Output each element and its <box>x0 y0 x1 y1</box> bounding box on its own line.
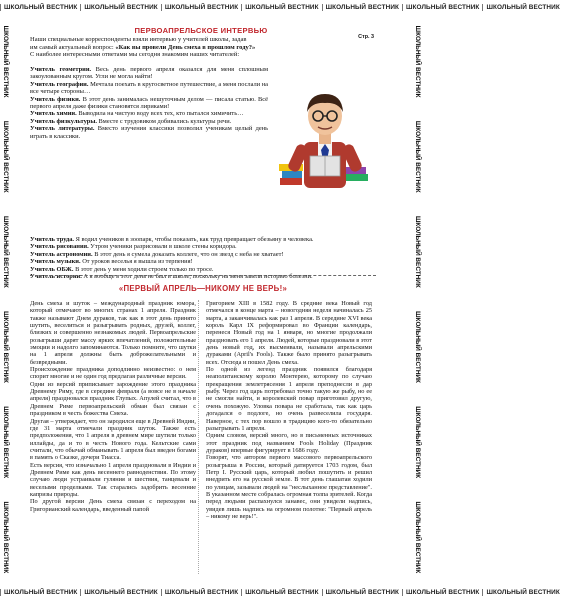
masthead-left <box>0 14 12 585</box>
interview-answer <box>30 236 376 243</box>
answer-text: В этот день занималась нешуточным делом — писала статью. Всё первого апреля даже физики становятся лириками! <box>30 95 268 111</box>
article-paragraph: Григорием XIII в 1582 году. В средние века Новый год отмечался в конце марта – новогодняя неделя начиналась 25 марта, а заканчивалась как раз 1 апреля. В середине XVI века король Карл IX реформировал во Франции календарь, перенеся Новый год на 1 января, но многие продолжали праздновать его 1 апреля. Людей, которые праздновали в этот день новый год, их высмеивали, называли апрельскими дураками (April's Fools). Также было принято разыгрывать всех. Отсюда и пошел День смеха. <box>206 300 372 366</box>
article-column-right <box>206 300 372 520</box>
interview-answer <box>30 96 268 111</box>
article-paragraph: По другой версии День смеха связан с переходом на Григорианский календарь, введенный папой <box>30 498 196 513</box>
answer-text: Вместо изучения классики позволил ученикам целый день играть в классики. <box>30 125 268 140</box>
masthead-label: ШКОЛЬНЫЙ ВЕСТНИК <box>2 311 10 383</box>
masthead-label: ШКОЛЬНЫЙ ВЕСТНИК <box>414 25 422 98</box>
masthead-label: ШКОЛЬНЫЙ ВЕСТНИК <box>161 589 241 596</box>
answer-speaker: Учитель географии. <box>30 80 89 88</box>
answer-speaker: Учитель истории. <box>30 273 82 281</box>
answer-speaker: Учитель ОБЖ. <box>30 265 74 273</box>
answer-text: В этот день я сумела доказать коллеге, что он звезд с неба не хватает! <box>92 250 284 258</box>
masthead-label: ШКОЛЬНЫЙ ВЕСТНИК <box>482 4 562 11</box>
masthead-label: ШКОЛЬНЫЙ ВЕСТНИК <box>2 501 10 574</box>
answer-text: А я вообще в этот день не был в школе, поскольку на меня завели историю болезни. <box>81 273 313 281</box>
answer-text: Утром ученики разрисовали в школе стены коридора. <box>88 243 237 251</box>
masthead-label: ШКОЛЬНЫЙ ВЕСТНИК <box>482 589 562 596</box>
masthead-label: ШКОЛЬНЫЙ ВЕСТНИК <box>414 215 422 288</box>
masthead-label: ШКОЛЬНЫЙ ВЕСТНИК <box>402 4 482 11</box>
masthead-label: ШКОЛЬНЫЙ ВЕСТНИК <box>414 311 422 383</box>
masthead-label: ШКОЛЬНЫЙ ВЕСТНИК <box>402 589 482 596</box>
answer-speaker: Учитель рисования. <box>30 243 89 251</box>
masthead-label: ШКОЛЬНЫЙ ВЕСТНИК <box>161 4 241 11</box>
article-paragraph: Происхождение праздника доподлинно неизвестно: о нем спорит многие и не один год предлагая различные версии. <box>30 366 196 381</box>
column-divider <box>198 300 199 574</box>
masthead-label: ШКОЛЬНЫЙ ВЕСТНИК <box>322 589 402 596</box>
masthead-label: ШКОЛЬНЫЙ ВЕСТНИК <box>2 406 10 479</box>
interview-header <box>30 26 372 59</box>
interview-answers-full <box>30 236 376 280</box>
article-paragraph: Одним словом, версий много, но в письменных источниках этот праздник под названием Fools Holiday (Праздник дураков) впервые фигурирует в 1686 году. <box>206 432 372 454</box>
masthead-right <box>412 14 424 585</box>
intro-line-2: им самый актуальный вопрос: «Как вы провели День смеха в прошлом году?» <box>30 43 256 51</box>
interview-answer <box>30 251 376 258</box>
interview-answer <box>30 81 268 96</box>
masthead-top <box>0 0 560 14</box>
masthead-bottom <box>0 585 560 599</box>
answer-text: Выводила на чистую воду всех тех, кто пытался химичить… <box>76 110 244 118</box>
answer-speaker: Учитель астрономии. <box>30 250 93 258</box>
interview-answer <box>30 266 376 273</box>
interview-answer <box>30 125 268 140</box>
section-separator <box>30 275 376 276</box>
answer-text: В этот день у меня ходили строем только по тросе. <box>73 265 214 273</box>
answer-text: Мечтала поехать в кругосветное путешествие, а меня послали на все четыре стороны… <box>30 80 268 96</box>
answer-text: Весь день первого апреля оказался для меня сплошным закоулованным кругом. Угли не могла найти! <box>30 66 268 81</box>
answer-text: От уроков веселья я вышла из терпения! <box>80 258 193 266</box>
answer-text: Вместе с трудовиком добивались культуры речи. <box>96 117 232 125</box>
masthead-label: ШКОЛЬНЫЙ ВЕСТНИК <box>80 4 160 11</box>
masthead-label: ШКОЛЬНЫЙ ВЕСТНИК <box>2 25 10 98</box>
interview-answer <box>30 110 268 117</box>
interview-answers <box>30 66 268 140</box>
masthead-label: ШКОЛЬНЫЙ ВЕСТНИК <box>0 4 80 11</box>
interview-answer <box>30 118 268 125</box>
interview-title: ПЕРВОАПРЕЛЬСКОЕ ИНТЕРВЬЮ <box>134 26 268 35</box>
masthead-label: ШКОЛЬНЫЙ ВЕСТНИК <box>241 589 321 596</box>
answer-speaker: Учитель музыки. <box>30 258 81 266</box>
page-number: Стр. 3 <box>358 34 374 40</box>
masthead-label: ШКОЛЬНЫЙ ВЕСТНИК <box>322 4 402 11</box>
article-paragraph: Другая – утверждает, что он зародился еще в Древней Индии, где 31 марта отмечали праздник шуток. Также есть предположения, что 1 апреля в древнем мире шутили только иллайды, да и то в честь Нового года. Кельтские сами считали, что обычай обманывать 1 апреля был введен богами в память о Сказке, дочери Тиасса. <box>30 417 196 462</box>
interview-answer <box>30 243 376 250</box>
answer-speaker: Учитель химии. <box>30 110 77 118</box>
answer-speaker: Учитель труда. <box>30 236 75 243</box>
article-paragraph: День смеха и шуток – международный праздник юмора, который отмечают во многих странах 1 апреля. Праздник также называют Днем дураков, так как в этот день принято шутить, веселиться и разыгрывать родных, друзей, коллег, близких и совершенно незнакомых людей. Первоапрельские розыгрыши дарят массу ярких впечатлений, положительные эмоции и надолго запоминаются. Только помните, что шутки на 1 апреля должны быть доброжелательными и безвредными. <box>30 300 196 366</box>
interview-answer <box>30 258 376 265</box>
answer-speaker: Учитель физики. <box>30 95 81 103</box>
masthead-label: ШКОЛЬНЫЙ ВЕСТНИК <box>2 215 10 288</box>
masthead-label: ШКОЛЬНЫЙ ВЕСТНИК <box>80 589 160 596</box>
teacher-illustration <box>274 78 374 208</box>
answer-speaker: Учитель физкультуры. <box>30 117 97 125</box>
masthead-label: ШКОЛЬНЫЙ ВЕСТНИК <box>414 501 422 574</box>
intro-line-3: С наиболее интересными ответами мы сегодня знакомим наших читателей: <box>30 51 240 59</box>
article-paragraph: Одни из версий приписывает зарождение этого праздника Древнему Риму, где в середине февраля (а вовсе не в начале апреля) праздновался праздник Глупых. Апулей считал, что в Древнем Риме первоапрельский обман был связан с праздником в честь божества Смеха. <box>30 380 196 418</box>
masthead-label: ШКОЛЬНЫЙ ВЕСТНИК <box>2 120 10 193</box>
interview-answer <box>30 66 268 81</box>
article-paragraph: По одной из легенд праздник появился благодаря неаполитанскому королю Монтерею, которому по случаю прекращения землетрясения 1 апреля преподнесли в дар рыбу. Через год царь потребовал точно такую же рыбу, но ее не смогли найти, и королевский повар приготовил другую, очень похожую. Уловка повара не сработала, так как царь догадался о подлоге, но очень развеселила государя. Наверное, с тех пор вошло в традицию кого-то обязательно разыгрывать 1 апреля. <box>206 366 372 432</box>
answer-speaker: Учитель литературы. <box>30 125 95 133</box>
masthead-label: ШКОЛЬНЫЙ ВЕСТНИК <box>0 589 80 596</box>
answer-text: Я водил учеников в зоопарк, чтобы показать, как труд превращает обезьяну в человека. <box>74 236 314 243</box>
masthead-label: ШКОЛЬНЫЙ ВЕСТНИК <box>414 120 422 193</box>
intro-line-1: Наши специальные корреспонденты взяли интервью у учителей школы, задав <box>30 36 247 43</box>
article-title: «ПЕРВЫЙ АПРЕЛЬ—НИКОМУ НЕ ВЕРЬ!» <box>118 284 288 293</box>
article-column-left <box>30 300 196 513</box>
masthead-label: ШКОЛЬНЫЙ ВЕСТНИК <box>241 4 321 11</box>
article-paragraph: Говорят, что автором первого массового первоапрельского розыгрыша в России, который датируется 1703 годом, был Петр I. Русский царь, который любил пошутить и решил внедрить его на русской земле. В тот день глашатаи ходили по улицам, зазывали людей на "неслыханное представление". В указанном месте собралась огромная толпа зрителей. Когда перед людьми распахнулся занавес, они увидели надпись, увидев лишь надпись на огромном полотне: "Первый апрель – никому не верь!". <box>206 454 372 520</box>
article-paragraph: Есть версия, что изначально 1 апреля праздновали в Индии и Древнем Риме как день весеннего равноденствия. По этому случаю люди устраивали гуляния и шествия, танцевали и веселыми проделками. Так старались задобрить весенние капризы природы. <box>30 461 196 498</box>
masthead-label: ШКОЛЬНЫЙ ВЕСТНИК <box>414 406 422 479</box>
answer-speaker: Учитель геометрии. <box>30 66 92 73</box>
